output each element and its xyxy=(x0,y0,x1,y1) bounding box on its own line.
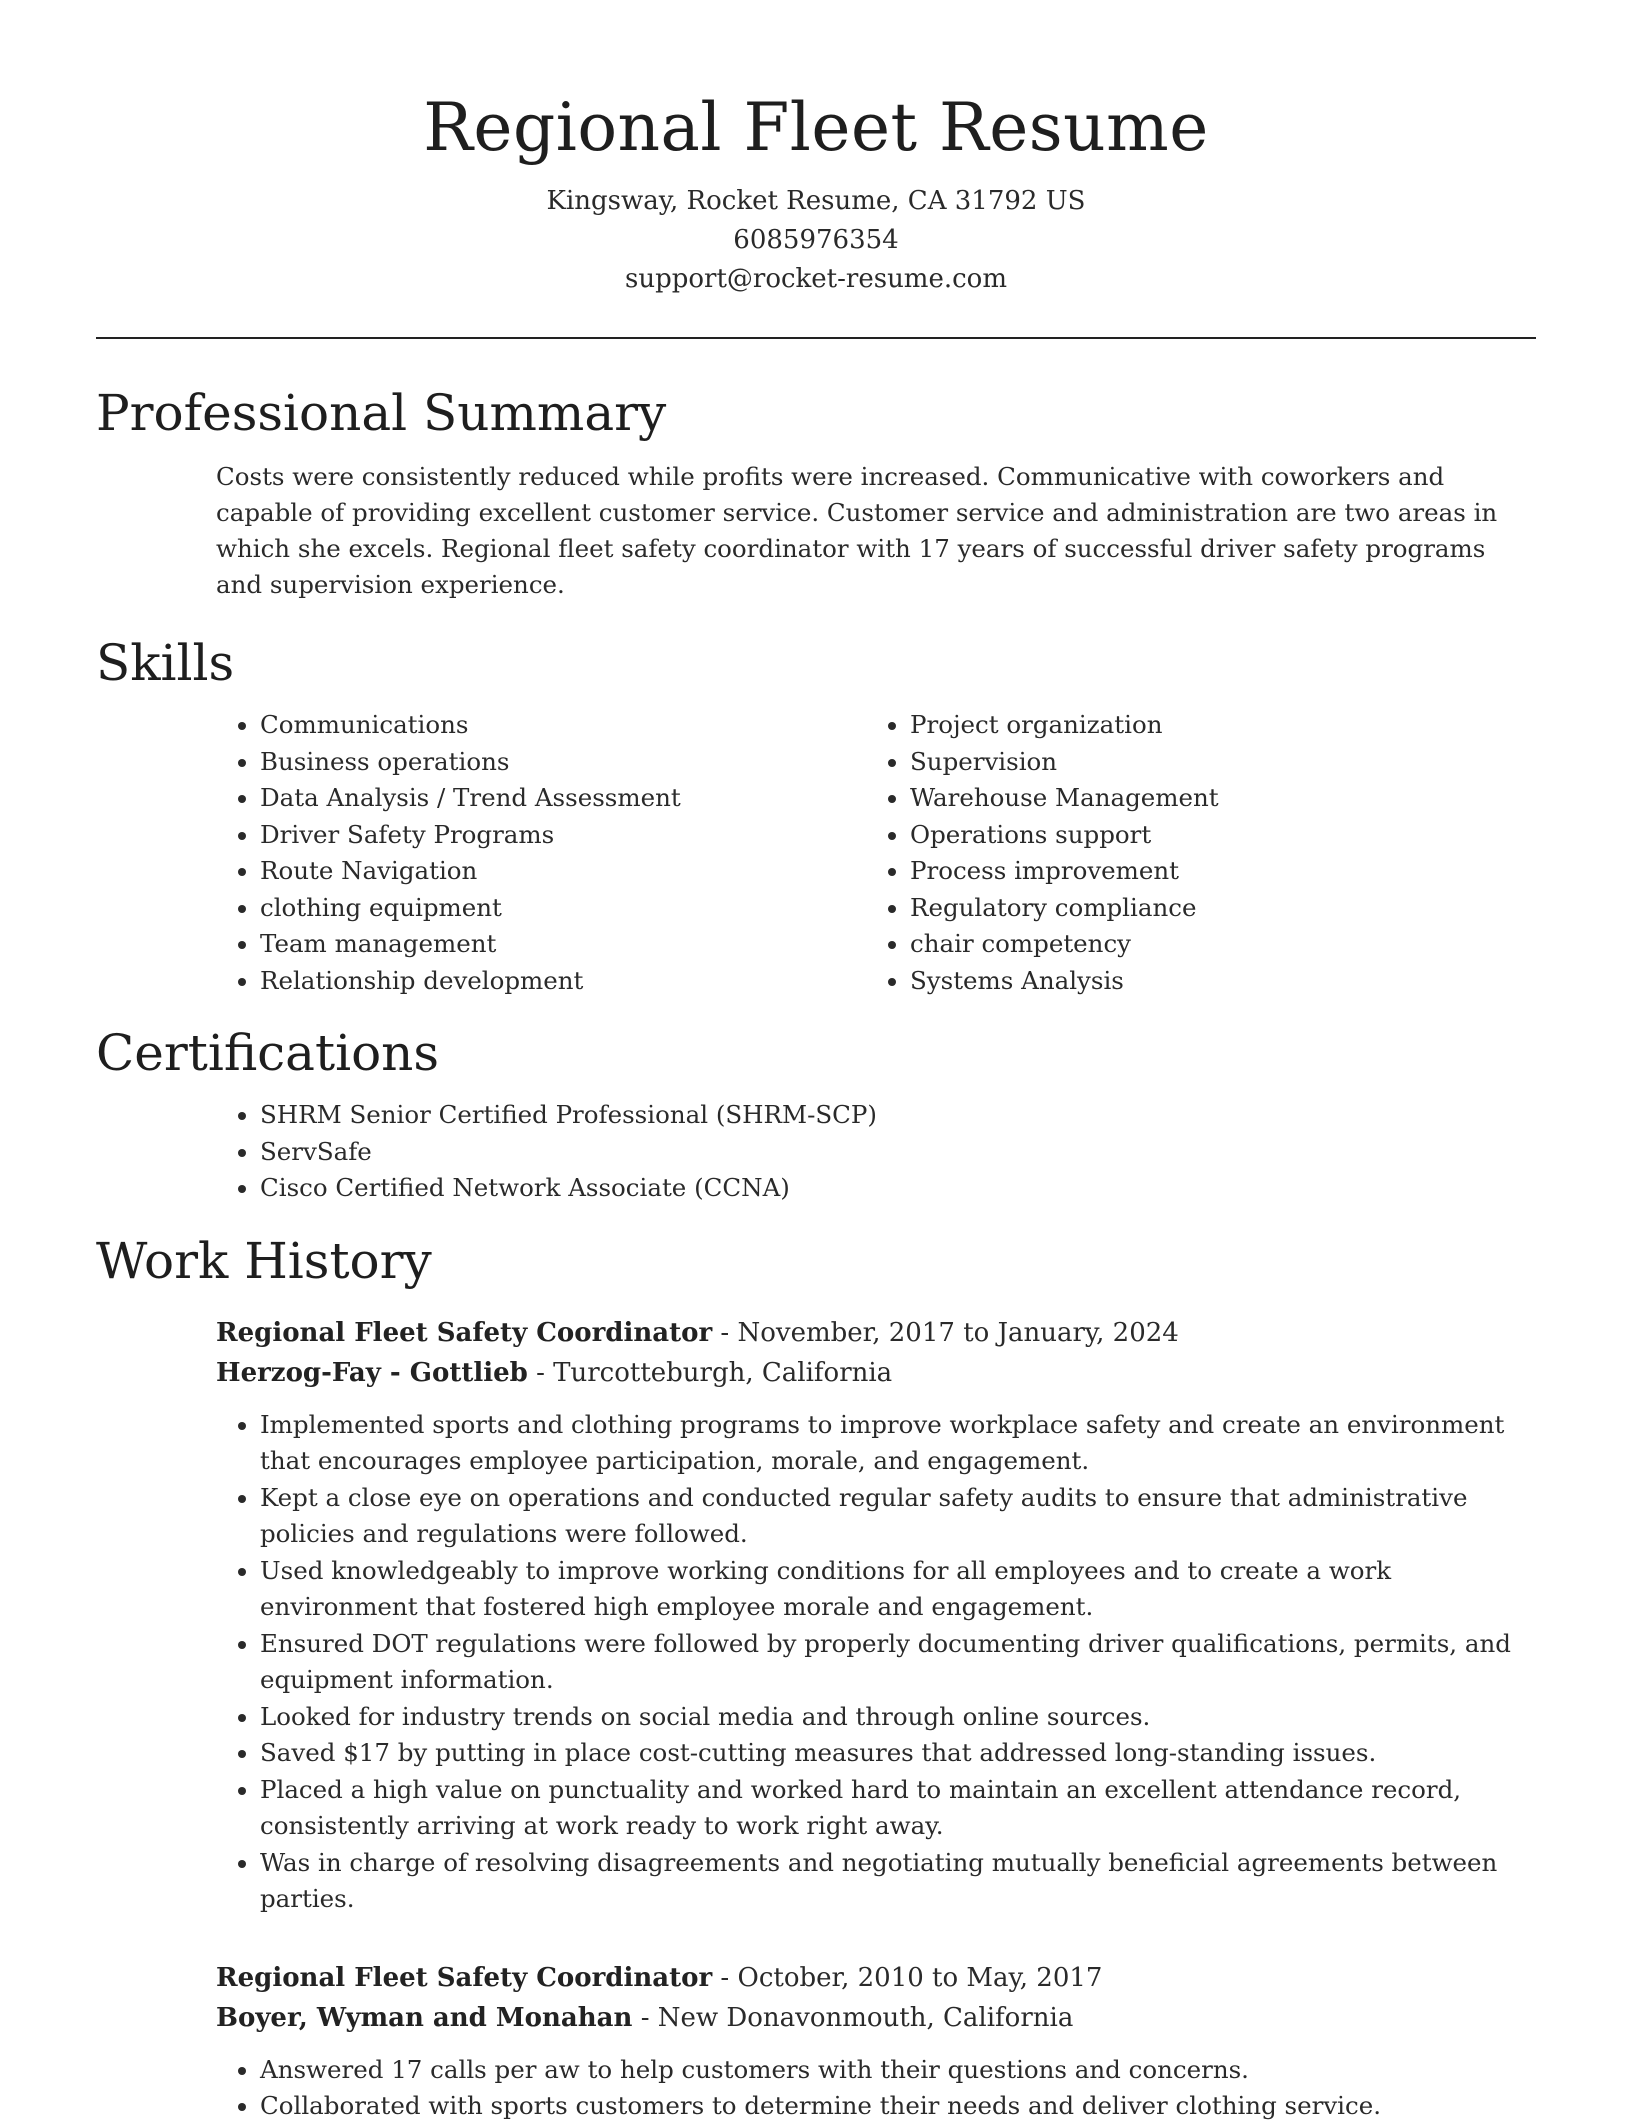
skill-item: • Relationship development xyxy=(260,963,866,1000)
job-bullet: • Looked for industry trends on social media and through online sources. xyxy=(260,1699,1536,1736)
skill-item: • Warehouse Management xyxy=(910,780,1516,817)
job-bullets xyxy=(96,1407,1536,1918)
job-bullet: • Answered 17 calls per aw to help customers with their questions and concerns. xyxy=(260,2052,1536,2089)
certifications-heading: Certifications xyxy=(96,1024,440,1082)
skill-item: • Data Analysis / Trend Assessment xyxy=(260,780,866,817)
skill-item: • Regulatory compliance xyxy=(910,890,1516,927)
skill-item: • clothing equipment xyxy=(260,890,866,927)
job-bullet: • Used knowledgeably to improve working conditions for all employees and to create a work environment that fostered high employee morale and engagement. xyxy=(260,1553,1536,1626)
skills-left-list xyxy=(216,707,866,999)
job-entry xyxy=(96,1958,1536,2125)
header-divider xyxy=(96,337,1536,339)
job-location: Turcotteburgh, California xyxy=(553,1357,893,1388)
job-separator: - xyxy=(527,1357,554,1388)
job-company: Herzog-Fay - Gottlieb xyxy=(216,1357,528,1388)
job-separator: - xyxy=(712,1317,738,1348)
certification-item: • Cisco Certified Network Associate (CCNA) xyxy=(260,1170,1536,1207)
job-bullet: • Saved $17 by putting in place cost-cutting measures that addressed long-standing issues. xyxy=(260,1735,1536,1772)
resume-page xyxy=(96,0,1536,2125)
resume-header xyxy=(96,0,1536,299)
job-bullet: • Collaborated with sports customers to determine their needs and deliver clothing service. xyxy=(260,2088,1536,2125)
skill-item: • Supervision xyxy=(910,744,1516,781)
contact-email: support@rocket-resume.com xyxy=(624,264,1007,294)
skills-heading: Skills xyxy=(96,634,235,692)
job-entry xyxy=(96,1313,1536,1918)
skill-item: • Driver Safety Programs xyxy=(260,817,866,854)
job-bullet: • Was in charge of resolving disagreements and negotiating mutually beneficial agreements between parties. xyxy=(260,1845,1536,1918)
certification-item: • ServSafe xyxy=(260,1134,1536,1171)
resume-name: Regional Fleet Resume xyxy=(423,89,1209,166)
skill-item: • chair competency xyxy=(910,926,1516,963)
job-list xyxy=(96,1313,1536,2125)
certifications-list xyxy=(96,1097,1536,1207)
job-bullet: • Implemented sports and clothing programs to improve workplace safety and create an environment that encourages employee participation, morale, and engagement. xyxy=(260,1407,1536,1480)
skills-right-list xyxy=(866,707,1516,999)
certification-item: • SHRM Senior Certified Professional (SHRM-SCP) xyxy=(260,1097,1536,1134)
job-company-line xyxy=(216,1998,1536,2038)
job-dates: October, 2010 to May, 2017 xyxy=(737,1962,1103,1993)
work-history-section xyxy=(96,1229,1536,2125)
skill-item: • Route Navigation xyxy=(260,853,866,890)
work-history-heading: Work History xyxy=(96,1231,432,1290)
skill-item: • Project organization xyxy=(910,707,1516,744)
skills-section xyxy=(96,631,1536,999)
skill-item: • Communications xyxy=(260,707,866,744)
job-location: New Donavonmouth, California xyxy=(657,2002,1074,2033)
job-title-line xyxy=(216,1313,1536,1353)
skill-item: • Team management xyxy=(260,926,866,963)
job-bullet: • Kept a close eye on operations and conducted regular safety audits to ensure that administrative policies and regulations were followed. xyxy=(260,1480,1536,1553)
job-bullet: • Placed a high value on punctuality and worked hard to maintain an excellent attendance record, consistently arriving at work ready to work right away. xyxy=(260,1772,1536,1845)
skill-item: • Operations support xyxy=(910,817,1516,854)
contact-block xyxy=(96,182,1536,299)
job-title: Regional Fleet Safety Coordinator xyxy=(216,1962,713,1993)
job-title-line xyxy=(216,1958,1536,1998)
job-bullets xyxy=(96,2052,1536,2125)
skill-item: • Business operations xyxy=(260,744,866,781)
job-dates: November, 2017 to January, 2024 xyxy=(737,1317,1179,1348)
summary-section xyxy=(96,381,1536,603)
job-separator: - xyxy=(632,2002,658,2033)
certifications-section xyxy=(96,1021,1536,1207)
skill-item: • Process improvement xyxy=(910,853,1516,890)
contact-address: Kingsway, Rocket Resume, CA 31792 US xyxy=(546,186,1086,216)
job-bullet: • Ensured DOT regulations were followed by properly documenting driver qualifications, permits, and equipment information. xyxy=(260,1626,1536,1699)
job-company: Boyer, Wyman and Monahan xyxy=(216,2002,633,2033)
skills-columns xyxy=(216,707,1536,999)
job-separator: - xyxy=(712,1962,738,1993)
summary-heading: Professional Summary xyxy=(96,384,667,442)
summary-text: Costs were consistently reduced while profits were increased. Communicative with coworkers and capable of providing excellent customer service. Customer service and administration are two areas in which she excels. Regional fleet safety coordinator with 17 years of successful driver safety programs and supervision experience. xyxy=(216,462,1498,599)
job-title: Regional Fleet Safety Coordinator xyxy=(216,1317,713,1348)
job-company-line xyxy=(216,1353,1536,1393)
skill-item: • Systems Analysis xyxy=(910,963,1516,1000)
contact-phone: 6085976354 xyxy=(733,225,899,255)
